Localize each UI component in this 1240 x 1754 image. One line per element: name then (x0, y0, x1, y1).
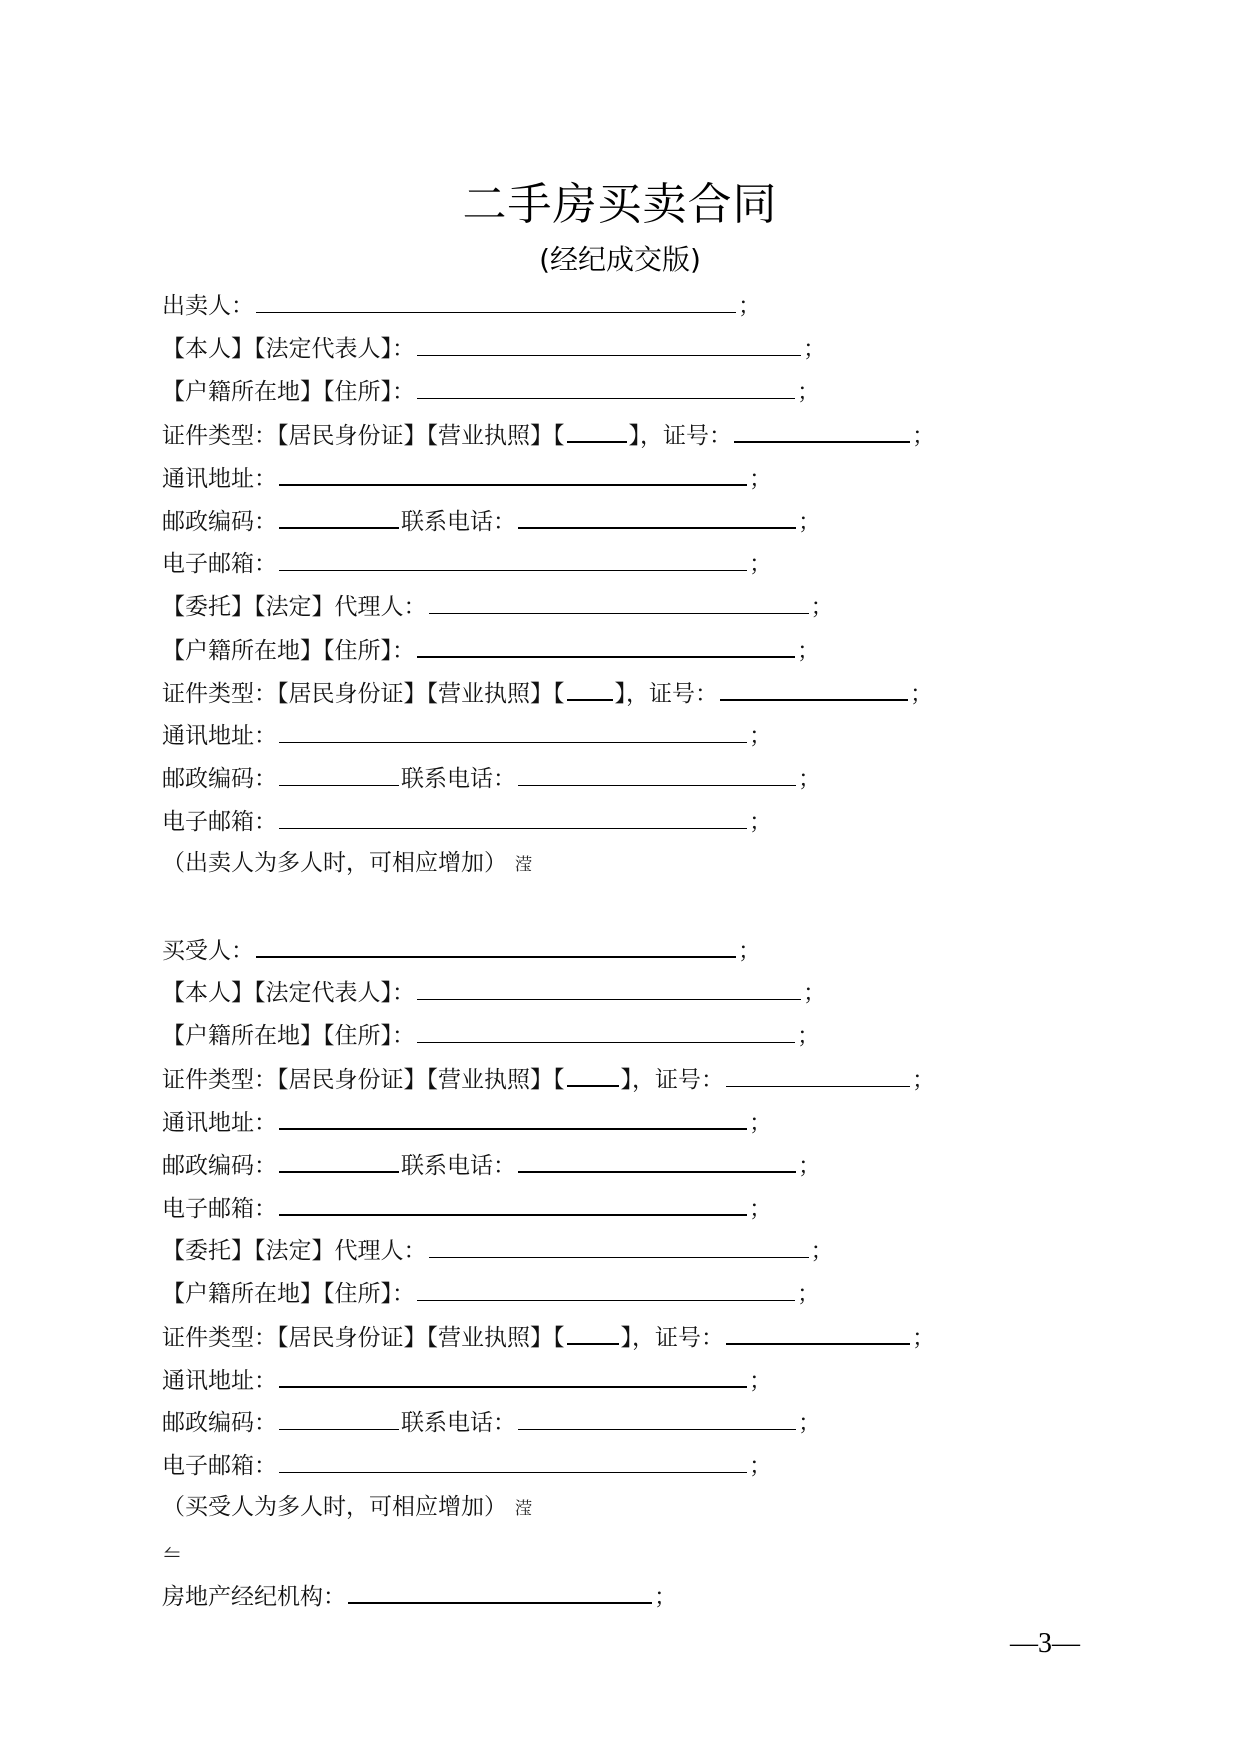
semicolon: ； (912, 423, 935, 449)
buyer-id-other-blank[interactable] (567, 1059, 619, 1087)
semicolon: ； (810, 1238, 834, 1264)
buyer-agent-address-blank[interactable] (279, 1360, 747, 1388)
field-label: 【户籍所在地】【住所】： (162, 379, 415, 405)
document-subtitle: (经纪成交版) (539, 243, 701, 276)
semicolon: ； (912, 1067, 935, 1093)
seller-address-blank[interactable] (279, 458, 747, 486)
semicolon: ； (912, 1325, 935, 1351)
seller-email-row (162, 544, 772, 580)
buyer-agent-postcode-blank[interactable] (279, 1403, 399, 1430)
section-break-icon: ⥪ (164, 1540, 180, 1564)
seller-agent-email-row (162, 802, 772, 838)
semicolon: ； (797, 638, 820, 664)
buyer-address-blank[interactable] (279, 1102, 747, 1130)
seller-address-row (162, 458, 772, 494)
semicolon: ； (810, 594, 834, 620)
buyer-residence-row (162, 1016, 820, 1052)
seller-agent-address-row (162, 716, 772, 752)
seller-id-row (162, 415, 935, 451)
field-label: 【户籍所在地】【住所】： (162, 1023, 415, 1049)
semicolon: ； (798, 1410, 821, 1436)
field-label: 联系电话： (401, 1153, 516, 1179)
semicolon: ； (797, 1281, 820, 1307)
field-label: 【户籍所在地】【住所】： (162, 638, 415, 664)
semicolon: ； (749, 809, 772, 835)
field-label: 证件类型：【居民身份证】【营业执照】【 (162, 681, 565, 707)
seller-note-row (162, 845, 532, 881)
field-label: 电子邮箱： (162, 1453, 277, 1479)
seller-residence-blank[interactable] (417, 372, 795, 399)
field-label: 】，证号： (628, 423, 732, 449)
buyer-postcode-blank[interactable] (279, 1145, 399, 1173)
field-label: 】，证号： (620, 1067, 724, 1093)
semicolon: ； (797, 1023, 820, 1049)
field-label: 邮政编码： (162, 766, 277, 792)
buyer-agent-email-blank[interactable] (279, 1446, 747, 1473)
seller-agent-contact-row (162, 759, 821, 795)
semicolon: ； (803, 336, 826, 362)
semicolon: ； (749, 1110, 772, 1136)
buyer-email-blank[interactable] (279, 1188, 747, 1216)
field-label: 电子邮箱： (162, 551, 277, 577)
semicolon: ； (749, 723, 772, 749)
buyer-agent-id-other-blank[interactable] (567, 1317, 619, 1345)
seller-agent-residence-row (162, 630, 820, 666)
document-title: 二手房买卖合同 (462, 179, 778, 230)
buyer-note-row (162, 1489, 532, 1525)
semicolon: ； (749, 1453, 772, 1479)
buyer-contact-row (162, 1145, 821, 1181)
field-label: 证件类型：【居民身份证】【营业执照】【 (162, 423, 565, 449)
seller-name-row (162, 286, 761, 322)
field-label: 电子邮箱： (162, 1196, 277, 1222)
seller-agent-id-other-blank[interactable] (567, 673, 613, 701)
field-label: 【委托】【法定】代理人： (162, 1238, 427, 1264)
field-label: 邮政编码： (162, 1153, 277, 1179)
field-label: 证件类型：【居民身份证】【营业执照】【 (162, 1325, 565, 1351)
field-label: 】，证号： (614, 681, 718, 707)
field-label: 【本人】【法定代表人】： (162, 336, 415, 362)
field-label: 【本人】【法定代表人】： (162, 980, 415, 1006)
semicolon: ； (797, 379, 820, 405)
seller-postcode-blank[interactable] (279, 501, 399, 529)
semicolon: ； (749, 466, 772, 492)
seller-email-blank[interactable] (279, 544, 747, 571)
seller-rep-blank[interactable] (417, 329, 801, 356)
buyer-address-row (162, 1102, 772, 1138)
buyer-agent-phone-blank[interactable] (518, 1403, 796, 1430)
seller-note: （出卖人为多人时，可相应增加） (162, 850, 507, 876)
buyer-agent-email-row (162, 1446, 772, 1482)
seller-agent-residence-blank[interactable] (417, 630, 795, 658)
field-label: 买受人： (162, 938, 254, 964)
seller-id-number-blank[interactable] (734, 415, 910, 443)
semicolon: ； (749, 1368, 772, 1394)
semicolon: ； (798, 1153, 821, 1179)
seller-phone-blank[interactable] (518, 501, 796, 529)
buyer-phone-blank[interactable] (518, 1145, 796, 1173)
semicolon: ； (803, 980, 826, 1006)
note-mark: 滢 (515, 1499, 532, 1519)
seller-rep-row (162, 329, 826, 365)
buyer-name-blank[interactable] (256, 930, 736, 958)
buyer-agent-address-row (162, 1360, 772, 1396)
buyer-residence-blank[interactable] (417, 1016, 795, 1043)
seller-agent-email-blank[interactable] (279, 802, 747, 829)
seller-agent-row (162, 587, 834, 623)
buyer-agent-residence-row (162, 1274, 820, 1310)
buyer-rep-row (162, 973, 826, 1009)
buyer-id-row (162, 1059, 935, 1095)
buyer-note: （买受人为多人时，可相应增加） (162, 1494, 507, 1520)
field-label: 联系电话： (401, 1410, 516, 1436)
seller-agent-blank[interactable] (429, 587, 809, 614)
field-label: 出卖人： (162, 293, 254, 319)
seller-agent-phone-blank[interactable] (518, 759, 796, 786)
buyer-agent-row (162, 1231, 834, 1267)
field-label: 【户籍所在地】【住所】： (162, 1281, 415, 1307)
field-label: 通讯地址： (162, 723, 277, 749)
semicolon: ； (749, 551, 772, 577)
semicolon: ； (910, 681, 933, 707)
buyer-agent-id-number-blank[interactable] (726, 1317, 910, 1345)
semicolon: ； (798, 766, 821, 792)
buyer-email-row (162, 1188, 772, 1224)
field-label: 邮政编码： (162, 509, 277, 535)
seller-agent-address-blank[interactable] (279, 716, 747, 743)
note-mark: 滢 (515, 855, 532, 875)
field-label: 联系电话： (401, 509, 516, 535)
field-label: 电子邮箱： (162, 809, 277, 835)
field-label: 联系电话： (401, 766, 516, 792)
semicolon: ； (738, 938, 761, 964)
seller-id-other-blank[interactable] (567, 415, 627, 443)
buyer-agent-id-row (162, 1317, 935, 1353)
seller-agent-id-number-blank[interactable] (720, 673, 908, 701)
field-label: 房地产经纪机构： (162, 1584, 346, 1610)
page-number: —3— (1010, 1628, 1080, 1659)
field-label: 邮政编码： (162, 1410, 277, 1436)
semicolon: ； (738, 293, 761, 319)
semicolon: ； (654, 1584, 677, 1610)
seller-name-blank[interactable] (256, 286, 736, 313)
field-label: 通讯地址： (162, 466, 277, 492)
field-label: 证件类型：【居民身份证】【营业执照】【 (162, 1067, 565, 1093)
semicolon: ； (749, 1196, 772, 1222)
seller-residence-row (162, 372, 820, 408)
buyer-agent-contact-row (162, 1403, 821, 1439)
buyer-agent-blank[interactable] (429, 1231, 809, 1258)
buyer-agent-residence-blank[interactable] (417, 1274, 795, 1301)
semicolon: ； (798, 509, 821, 535)
field-label: 】，证号： (620, 1325, 724, 1351)
buyer-name-row (162, 930, 761, 966)
seller-contact-row (162, 501, 821, 537)
seller-agent-postcode-blank[interactable] (279, 759, 399, 786)
field-label: 通讯地址： (162, 1110, 277, 1136)
field-label: 通讯地址： (162, 1368, 277, 1394)
field-label: 【委托】【法定】代理人： (162, 594, 427, 620)
buyer-id-number-blank[interactable] (726, 1060, 910, 1087)
buyer-rep-blank[interactable] (417, 973, 801, 1000)
agency-blank[interactable] (348, 1576, 652, 1604)
agency-row (162, 1576, 677, 1612)
seller-agent-id-row (162, 673, 933, 709)
